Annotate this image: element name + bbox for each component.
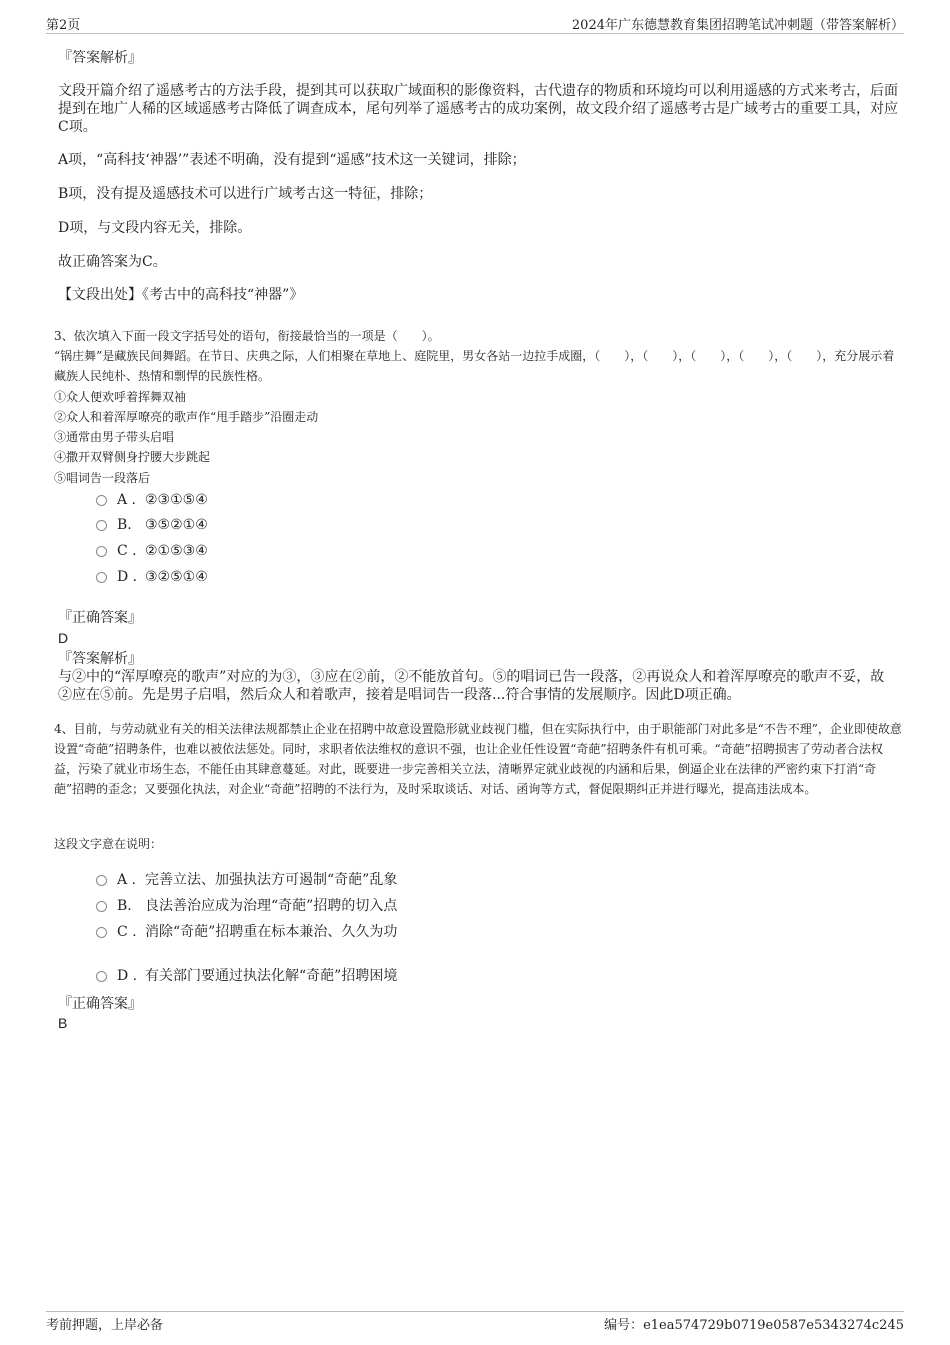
footer-slogan: 考前押题，上岸必备 xyxy=(46,1318,164,1333)
page-number: 第2页 xyxy=(46,18,81,33)
q3-option-c[interactable] xyxy=(96,542,208,560)
q3-item-2: ②众人和着浑厚嘹亮的歌声作“甩手踏步”沿圈走动 xyxy=(54,410,319,424)
q4-answer-label: 『正确答案』 xyxy=(58,996,142,1012)
prev-source: 【文段出处】《考古中的高科技“神器”》 xyxy=(58,287,304,303)
prev-point-a: A项，“高科技‘神器’”表述不明确，没有提到“遥感”技术这一关键词，排除； xyxy=(58,152,526,168)
q4-answer: B xyxy=(58,1015,68,1031)
q3-option-d[interactable] xyxy=(96,568,208,586)
q3-option-c-radio[interactable] xyxy=(96,546,107,557)
q3-option-a[interactable] xyxy=(96,491,208,509)
q4-question: 这段文字意在说明： xyxy=(54,837,163,851)
q3-item-4: ④撒开双臂侧身拧腰大步跳起 xyxy=(54,450,211,464)
q4-option-c-text: 消除“奇葩”招聘重在标本兼治、久久为功 xyxy=(145,924,398,940)
q3-option-b-text: ③⑤②①④ xyxy=(145,517,208,533)
q4-option-d-radio[interactable] xyxy=(96,971,107,982)
q4-option-d[interactable] xyxy=(96,967,397,985)
q3-stem: 3、依次填入下面一段文字括号处的语句，衔接最恰当的一项是（ ）。 xyxy=(54,329,440,343)
document-title: 2024年广东德慧教育集团招聘笔试冲刺题（带答案解析） xyxy=(571,18,904,33)
q3-answer-label: 『正确答案』 xyxy=(58,610,142,626)
prev-analysis-label: 『答案解析』 xyxy=(58,50,142,66)
prev-conclusion: 故正确答案为C。 xyxy=(58,254,167,270)
q4-option-c-letter: C . xyxy=(117,924,137,940)
prev-point-b: B项，没有提及遥感技术可以进行广域考古这一特征，排除； xyxy=(58,186,433,202)
q3-item-3: ③通常由男子带头启唱 xyxy=(54,430,175,444)
footer-divider xyxy=(46,1311,904,1312)
header-divider xyxy=(46,33,904,34)
q4-stem: 4、目前，与劳动就业有关的相关法律法规都禁止企业在招聘中故意设置隐形就业歧视门槛，但在实际执行中，由于职能部门对此多是“不告不理”，企业即使故意设置“奇葩”招聘条件，也难以被依法惩处。同时，求职者依法维权的意识不强，也让企业任性设置“奇葩”招聘条件有机可乘。“奇葩”招聘损害了劳动者合法权益，污染了就业市场生态，不能任由其肆意蔓延。对此，既要进一步完善相关立法，清晰界定就业歧视的内涵和后果，倒逼企业在法律的严密约束下打消“奇葩”招聘的歪念；又要强化执法，对企业“奇葩”招聘的不法行为，及时采取谈话、对话、函询等方式，督促限期纠正并进行曝光，提高违法成本。 xyxy=(54,722,902,796)
q3-item-5: ⑤唱词告一段落后 xyxy=(54,471,151,485)
q3-option-d-text: ③②⑤①④ xyxy=(145,569,208,585)
q4-option-b-radio[interactable] xyxy=(96,901,107,912)
q3-option-b-radio[interactable] xyxy=(96,520,107,531)
q3-option-b-letter: B. xyxy=(117,517,132,533)
q3-option-d-radio[interactable] xyxy=(96,572,107,583)
q4-option-a-radio[interactable] xyxy=(96,875,107,886)
q3-item-1: ①众人便欢呼着挥舞双袖 xyxy=(54,390,187,404)
q4-option-b-text: 良法善治应成为治理“奇葩”招聘的切入点 xyxy=(145,898,398,914)
q3-option-b[interactable] xyxy=(96,516,208,534)
q4-option-b-letter: B. xyxy=(117,898,132,914)
q4-option-a[interactable] xyxy=(96,871,397,889)
q3-option-c-letter: C . xyxy=(117,543,137,559)
q3-answer: D xyxy=(58,630,69,646)
q4-option-d-letter: D . xyxy=(117,968,138,984)
prev-point-d: D项，与文段内容无关，排除。 xyxy=(58,220,252,236)
q3-option-a-letter: A . xyxy=(117,492,137,508)
q3-analysis-text: 与②中的“浑厚嘹亮的歌声”对应的为③，③应在②前，②不能放首句。⑤的唱词已告一段落，②再说众人和着浑厚嘹亮的歌声不妥，故②应在⑤前。先是男子启唱，然后众人和着歌声，接着是唱词告一段落...符合事情的发展顺序。因此D项正确。 xyxy=(58,669,885,703)
q4-option-d-text: 有关部门要通过执法化解“奇葩”招聘困境 xyxy=(145,968,398,984)
q3-option-a-text: ②③①⑤④ xyxy=(145,492,208,508)
prev-analysis-text: 文段开篇介绍了遥感考古的方法手段，提到其可以获取广域面积的影像资料，古代遗存的物质和环境均可以利用遥感的方式来考古，后面提到在地广人稀的区域遥感考古降低了调查成本，尾句列举了遥感考古的成功案例，故文段介绍了遥感考古是广域考古的重要工具，对应C项。 xyxy=(58,83,898,135)
q4-option-b[interactable] xyxy=(96,897,397,915)
q4-option-a-letter: A . xyxy=(117,872,137,888)
q4-option-c[interactable] xyxy=(96,923,397,941)
footer-serial: 编号：e1ea574729b0719e0587e5343274c245 xyxy=(604,1318,904,1333)
q3-passage: “锅庄舞”是藏族民间舞蹈。在节日、庆典之际，人们相聚在草地上、庭院里，男女各站一边拉手成圈，（ ），（ ），（ ），（ ），（ ），充分展示着藏族人民纯朴、热情和剽悍的民族性格。 xyxy=(54,349,895,383)
q3-option-d-letter: D . xyxy=(117,569,138,585)
q3-option-a-radio[interactable] xyxy=(96,495,107,506)
q4-option-c-radio[interactable] xyxy=(96,927,107,938)
q4-option-a-text: 完善立法、加强执法方可遏制“奇葩”乱象 xyxy=(145,872,398,888)
q3-analysis-label: 『答案解析』 xyxy=(58,651,142,667)
q3-option-c-text: ②①⑤③④ xyxy=(145,543,208,559)
